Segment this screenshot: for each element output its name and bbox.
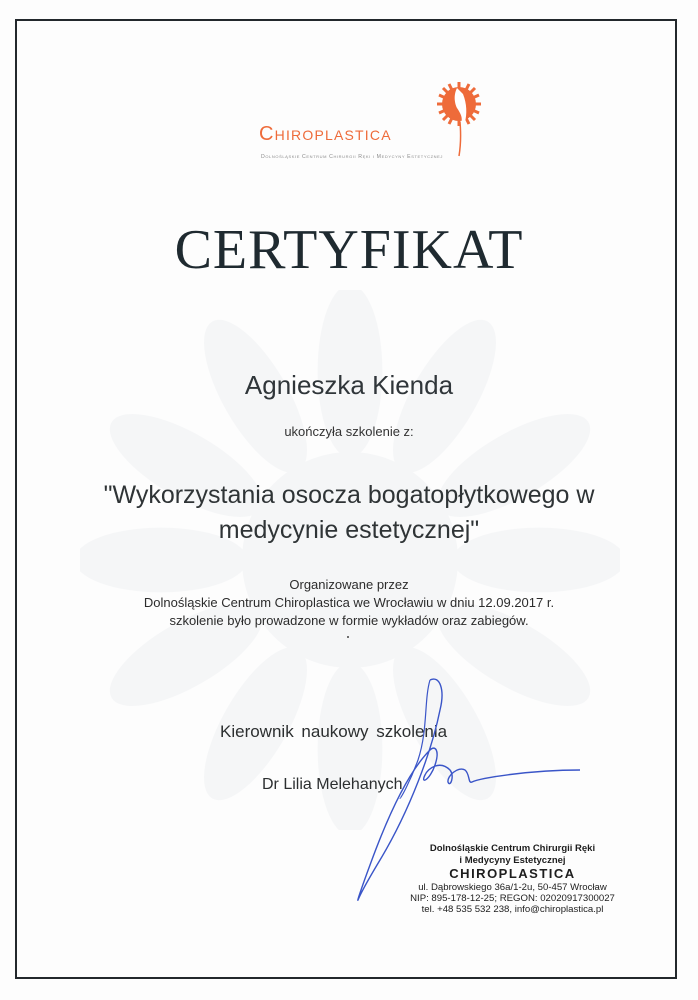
stamp-line-1: Dolnośląskie Centrum Chirurgii Ręki <box>429 843 596 854</box>
stamp-ids: NIP: 895-178-12-25; REGON: 02020917300027 <box>410 893 615 904</box>
completed-label: ukończyła szkolenie z: <box>284 424 414 439</box>
organizer-info <box>0 576 698 630</box>
stamp-brand: CHIROPLASTICA <box>449 866 576 881</box>
stamp-contact: tel. +48 535 532 238, info@chiroplastica.pl <box>421 904 604 915</box>
organizer-line-1: Organizowane przez <box>289 577 409 592</box>
stamp-address: ul. Dąbrowskiego 36a/1-2u, 50-457 Wrocław <box>418 882 607 893</box>
signer-role: Kierownik naukowy szkolenia <box>220 722 448 741</box>
company-stamp <box>400 843 625 915</box>
stamp-line-2: i Medycyny Estetycznej <box>459 854 566 866</box>
logo-brand-text: Chiroplastica <box>259 123 392 145</box>
course-title-line-1: "Wykorzystania osocza bogatopłytkowego w <box>103 481 595 509</box>
organizer-line-2: Dolnośląskie Centrum Chiroplastica we Wrocławiu w dniu 12.09.2017 r. <box>143 595 555 610</box>
signer-name: Dr Lilia Melehanych <box>262 776 403 793</box>
course-title-line-2: medycynie estetycznej" <box>218 516 480 544</box>
recipient-name: Agnieszka Kienda <box>244 370 454 400</box>
dot-mark <box>347 636 349 638</box>
organizer-line-3: szkolenie było prowadzone w formie wykładów oraz zabiegów. <box>169 613 529 628</box>
chiroplastica-logo <box>255 78 495 168</box>
certificate-title: CERTYFIKAT <box>174 219 524 281</box>
logo-subtitle: Dolnośląskie Centrum Chirurgii Ręki i Medycyny Estetycznej <box>261 154 444 160</box>
course-title <box>40 478 658 548</box>
flower-profile-icon <box>427 78 487 158</box>
